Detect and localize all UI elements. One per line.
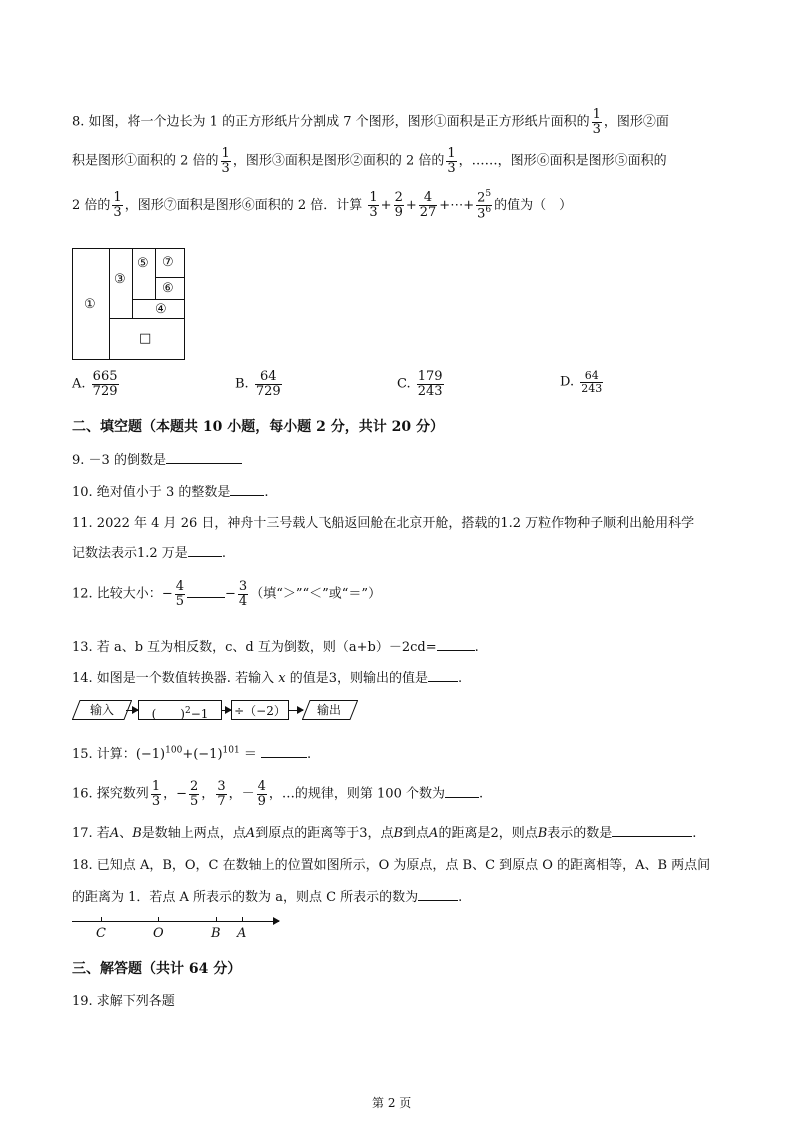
point-label-a: A — [237, 926, 247, 941]
q14: 14. 如图是一个数值转换器. 若输入 x 的值是3，则输出的值是 . — [72, 671, 463, 686]
answer-blank[interactable] — [261, 745, 307, 758]
fraction: $\frac{1}{3}$ — [221, 146, 230, 176]
arrow-2 — [222, 710, 231, 711]
fraction: $\frac{3}{4}$ — [238, 579, 248, 609]
q11-line2: 记数法表示1.2 万是 . — [72, 546, 226, 561]
tick-b — [216, 917, 217, 922]
square-minus-one-box: ( )$^2$−1 — [138, 700, 222, 720]
fraction: $\frac{4}{5}$ — [175, 579, 184, 609]
arrow-1 — [126, 710, 138, 711]
tick-o — [158, 917, 159, 922]
point-label-o: O — [153, 926, 164, 941]
option-b-value: $\frac{64}{729}$ — [255, 369, 281, 399]
label-6: ⑥ — [162, 281, 174, 296]
answer-blank[interactable] — [418, 888, 458, 901]
q17: 17. 若A、B是数轴上两点，点A到原点的距离等于3，点B到点A的距离是2，则点B表示的数是 . — [72, 826, 697, 841]
q10: 10. 绝对值小于 3 的整数是 . — [72, 485, 269, 500]
label-2: □ — [139, 331, 152, 346]
point-label-b: B — [211, 926, 221, 941]
q8-text: 如图，将一个边长为 1 的正方形纸片分割成 7 个图形，图形①面积是正方形纸片面积的 — [88, 114, 590, 130]
option-d-value: $\frac{64}{243}$ — [581, 369, 603, 395]
label-3: ③ — [114, 272, 126, 287]
q16: 16. 探究数列 $\frac{1}{3}$ ，− $\frac{2}{5}$ ， $\frac{3}{7}$ ，－ $\frac{4}{9}$ ，…的规律，则第 100 个数为 . — [72, 779, 484, 809]
input-label: 输入 — [89, 703, 114, 717]
q12: 12. 比较大小：− $\frac{4}{5}$ − $\frac{3}{4}$ （填“＞”“＜”或“＝”） — [72, 579, 382, 609]
q8-number: 8. — [72, 114, 85, 130]
page-number: 第 2 页 — [372, 1096, 412, 1110]
q15: 15. 计算：$(-1)^{100}+(-1)^{101}$ ＝ . — [72, 745, 312, 762]
q11-line1: 11. 2022 年 4 月 26 日，神舟十三号载人飞船返回舱在北京开舱，搭载的1.2 万粒作物种子顺利出舱用科学 — [72, 516, 695, 531]
fraction: $\frac{1}{3}$ — [113, 190, 122, 220]
sum-term-1: $\frac{1}{3}$ — [369, 190, 378, 220]
option-d[interactable]: D. $\frac{64}{243}$ — [560, 369, 603, 395]
label-4: ④ — [155, 302, 167, 317]
answer-blank[interactable] — [612, 824, 692, 837]
point-label-c: C — [96, 926, 106, 941]
seq-term-4: $\frac{4}{9}$ — [257, 779, 266, 809]
tick-a — [242, 917, 243, 922]
sum-term-2: $\frac{2}{9}$ — [394, 190, 403, 220]
seq-term-3: $\frac{3}{7}$ — [217, 779, 226, 809]
option-c-value: $\frac{179}{243}$ — [417, 369, 443, 399]
seq-term-2: $\frac{2}{5}$ — [190, 779, 199, 809]
fraction: $\frac{1}{3}$ — [592, 107, 601, 137]
output-label: 输出 — [316, 703, 341, 717]
option-b[interactable]: B. $\frac{64}{729}$ — [235, 369, 281, 399]
q9: 9. －3 的倒数是 — [72, 449, 242, 468]
answer-blank[interactable] — [445, 785, 479, 798]
answer-blank[interactable] — [437, 638, 475, 651]
divide-box: ÷（−2） — [231, 700, 289, 720]
option-a[interactable]: A. $\frac{665}{729}$ — [72, 369, 118, 399]
q8-line2: 积是图形①面积的 2 倍的 $\frac{1}{3}$ ，图形③面积是图形②面积的 2 倍的 $\frac{1}{3}$ ，……，图形⑥面积是图形⑤面积的 — [72, 146, 667, 176]
fraction: $\frac{1}{3}$ — [447, 146, 456, 176]
section-2-heading: 二、填空题（本题共 10 小题，每小题 2 分，共计 20 分） — [72, 419, 444, 435]
number-line-axis — [72, 921, 279, 922]
q18-line1: 18. 已知点 A，B，O，C 在数轴上的位置如图所示，O 为原点，点 B、C 到原点 O 的距离相等，A、B 两点间 — [72, 858, 711, 873]
tick-c — [101, 917, 102, 922]
seq-term-1: $\frac{1}{3}$ — [151, 779, 161, 809]
sum-term-last: $\frac{2^5}{3^6}$ — [477, 189, 492, 222]
q13: 13. 若 a、b 互为相反数，c、d 互为倒数，则（a+b）－2cd= . — [72, 640, 479, 655]
label-7: ⑦ — [162, 255, 174, 270]
sum-term-3: $\frac{4}{27}$ — [419, 190, 437, 220]
q8-line3: 2 倍的 $\frac{1}{3}$ ，图形⑦面积是图形⑥面积的 2 倍．计算 $\frac{1}{3}$ + $\frac{2}{9}$ + $\frac{4}{27}$ +⋯+ $\frac{2^5}{3^6}$ 的值为（ ） — [72, 189, 573, 222]
answer-blank[interactable] — [230, 483, 264, 496]
option-a-value: $\frac{665}{729}$ — [92, 369, 118, 399]
q19: 19. 求解下列各题 — [72, 994, 175, 1009]
section-3-heading: 三、解答题（共计 64 分） — [72, 961, 242, 977]
q8-line1: 8. 如图，将一个边长为 1 的正方形纸片分割成 7 个图形，图形①面积是正方形纸片面积的 $\frac{1}{3}$ ，图形②面 — [72, 107, 669, 137]
answer-blank[interactable] — [188, 544, 222, 557]
answer-blank[interactable] — [428, 669, 458, 682]
label-1: ① — [84, 297, 96, 312]
option-c[interactable]: C. $\frac{179}{243}$ — [397, 369, 443, 399]
answer-blank[interactable] — [166, 451, 242, 464]
q18-line2: 的距离为 1．若点 A 所表示的数为 a，则点 C 所表示的数为 . — [72, 890, 463, 905]
label-5: ⑤ — [137, 256, 149, 271]
arrow-3 — [289, 710, 303, 711]
answer-blank[interactable] — [187, 585, 225, 598]
